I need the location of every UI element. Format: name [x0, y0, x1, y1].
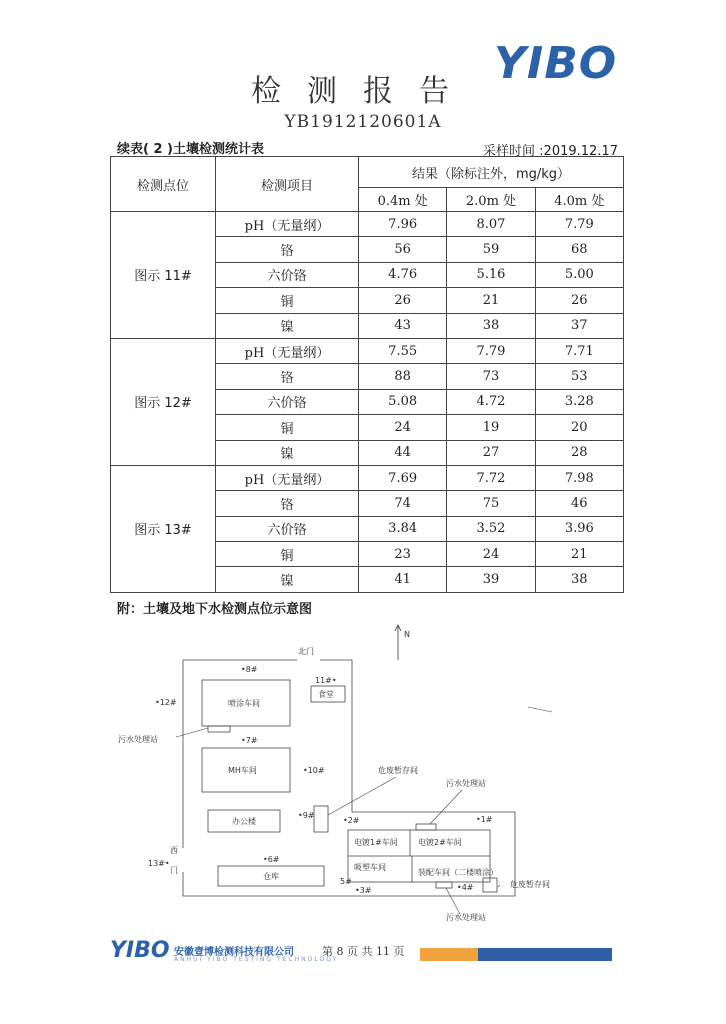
- value-cell: 24: [447, 542, 535, 567]
- value-cell: 26: [535, 288, 623, 313]
- label-spray: 喷涂车间: [228, 699, 260, 708]
- label-plating2: 电镀2#车间: [418, 838, 462, 847]
- label-plating1: 电镀1#车间: [354, 838, 398, 847]
- company-name: 安徽壹博检测科技有限公司: [174, 947, 294, 958]
- point-11: 11#•: [315, 676, 337, 685]
- company-name-en: ANHUI YIBO TESTING TECHNOLOGY: [174, 956, 339, 963]
- value-cell: 41: [359, 567, 447, 592]
- table-row: [111, 465, 624, 490]
- report-title: 检测报告: [251, 74, 475, 109]
- footer-bar-blue: [478, 948, 612, 961]
- value-cell: 4.72: [447, 389, 535, 414]
- header-depth: 4.0m 处: [535, 188, 623, 212]
- value-cell: 7.72: [447, 465, 535, 490]
- footer-logo: YIBO: [110, 938, 170, 963]
- value-cell: 21: [447, 288, 535, 313]
- value-cell: 73: [447, 364, 535, 389]
- value-cell: 7.79: [535, 212, 623, 237]
- value-cell: 38: [447, 313, 535, 338]
- brand-logo: YIBO: [494, 38, 618, 89]
- value-cell: 28: [535, 440, 623, 465]
- point-2: •2#: [343, 816, 360, 825]
- value-cell: 38: [535, 567, 623, 592]
- item-cell: pH（无量纲）: [216, 212, 359, 237]
- west-gate-label: 西: [170, 846, 178, 855]
- point-5: 5#: [340, 877, 352, 886]
- label-canteen: 食堂: [318, 690, 334, 699]
- item-cell: 镍: [216, 567, 359, 592]
- label-office: 办公楼: [232, 817, 256, 826]
- footer-bar-orange: [420, 948, 478, 961]
- value-cell: 59: [447, 237, 535, 262]
- value-cell: 68: [535, 237, 623, 262]
- north-gate-label: 北门: [298, 647, 314, 656]
- value-cell: 46: [535, 491, 623, 516]
- value-cell: 88: [359, 364, 447, 389]
- value-cell: 7.98: [535, 465, 623, 490]
- table-caption: 续表( 2 )土壤检测统计表: [117, 142, 264, 157]
- value-cell: 26: [359, 288, 447, 313]
- value-cell: 44: [359, 440, 447, 465]
- point-7: •7#: [241, 736, 258, 745]
- value-cell: 75: [447, 491, 535, 516]
- item-cell: 铬: [216, 491, 359, 516]
- value-cell: 53: [535, 364, 623, 389]
- value-cell: 3.52: [447, 516, 535, 541]
- item-cell: 铜: [216, 288, 359, 313]
- label-warehouse: 仓库: [263, 872, 279, 881]
- value-cell: 5.08: [359, 389, 447, 414]
- label-molding: 吸塑车间: [354, 863, 386, 872]
- label-hazard-right: 危废暂存间: [510, 880, 550, 889]
- point-cell: 图示 11#: [111, 212, 216, 339]
- label-sewage-mid: 污水处理站: [446, 779, 486, 788]
- point-cell: 图示 13#: [111, 465, 216, 592]
- item-cell: 铜: [216, 415, 359, 440]
- west-gate-label: 门: [170, 866, 178, 875]
- header-item: 检测项目: [216, 157, 359, 212]
- report-number: YB1912120601A: [284, 112, 442, 132]
- value-cell: 37: [535, 313, 623, 338]
- page-number: 第 8 页 共 11 页: [322, 945, 405, 958]
- point-cell: 图示 12#: [111, 338, 216, 465]
- value-cell: 7.55: [359, 338, 447, 363]
- value-cell: 5.16: [447, 262, 535, 287]
- site-boundary: [183, 660, 515, 896]
- item-cell: 六价铬: [216, 516, 359, 541]
- value-cell: 4.76: [359, 262, 447, 287]
- item-cell: 铜: [216, 542, 359, 567]
- table-row: [111, 212, 624, 237]
- table-row: [111, 338, 624, 363]
- label-assembly: 装配车间（二楼喷涂）: [418, 868, 498, 877]
- point-12: •12#: [155, 698, 177, 707]
- value-cell: 3.28: [535, 389, 623, 414]
- value-cell: 20: [535, 415, 623, 440]
- north-label: N: [404, 630, 410, 639]
- label-hazard-mid: 危废暂存间: [378, 766, 418, 775]
- value-cell: 3.84: [359, 516, 447, 541]
- item-cell: 镍: [216, 440, 359, 465]
- point-8: •8#: [241, 665, 258, 674]
- label-sewage-bottom: 污水处理站: [446, 913, 486, 922]
- value-cell: 3.96: [535, 516, 623, 541]
- value-cell: 74: [359, 491, 447, 516]
- value-cell: 7.71: [535, 338, 623, 363]
- point-10: •10#: [303, 766, 325, 775]
- value-cell: 43: [359, 313, 447, 338]
- value-cell: 7.96: [359, 212, 447, 237]
- value-cell: 39: [447, 567, 535, 592]
- label-sewage-left: 污水处理站: [118, 735, 158, 744]
- header-result: 结果（除标注外，mg/kg）: [359, 157, 624, 188]
- label-mh: MH车间: [228, 766, 257, 775]
- point-13: 13#•: [148, 859, 170, 868]
- value-cell: 7.79: [447, 338, 535, 363]
- value-cell: 56: [359, 237, 447, 262]
- header-depth: 0.4m 处: [359, 188, 447, 212]
- sewage-station-mid: [416, 824, 436, 830]
- soil-results-table: [110, 156, 624, 593]
- item-cell: 铬: [216, 237, 359, 262]
- item-cell: pH（无量纲）: [216, 465, 359, 490]
- header-depth: 2.0m 处: [447, 188, 535, 212]
- value-cell: 19: [447, 415, 535, 440]
- item-cell: 镍: [216, 313, 359, 338]
- sewage-station-left: [208, 726, 230, 732]
- point-6: •6#: [263, 855, 280, 864]
- sewage-station-bottom: [436, 882, 452, 888]
- north-arrow-icon: [395, 625, 401, 660]
- value-cell: 27: [447, 440, 535, 465]
- annex-title: 附：土壤及地下水检测点位示意图: [117, 602, 313, 617]
- item-cell: 六价铬: [216, 262, 359, 287]
- item-cell: 铬: [216, 364, 359, 389]
- header-point: 检测点位: [111, 157, 216, 212]
- point-1: •1#: [476, 815, 493, 824]
- point-3: •3#: [355, 886, 372, 895]
- value-cell: 23: [359, 542, 447, 567]
- site-map: [0, 620, 726, 930]
- value-cell: 5.00: [535, 262, 623, 287]
- value-cell: 7.69: [359, 465, 447, 490]
- point-9: •9#: [298, 811, 315, 820]
- value-cell: 21: [535, 542, 623, 567]
- value-cell: 24: [359, 415, 447, 440]
- hazard-store-mid: [314, 806, 328, 832]
- item-cell: pH（无量纲）: [216, 338, 359, 363]
- sampling-time: 采样时间 :2019.12.17: [483, 144, 618, 159]
- value-cell: 8.07: [447, 212, 535, 237]
- point-4: •4#: [457, 883, 474, 892]
- item-cell: 六价铬: [216, 389, 359, 414]
